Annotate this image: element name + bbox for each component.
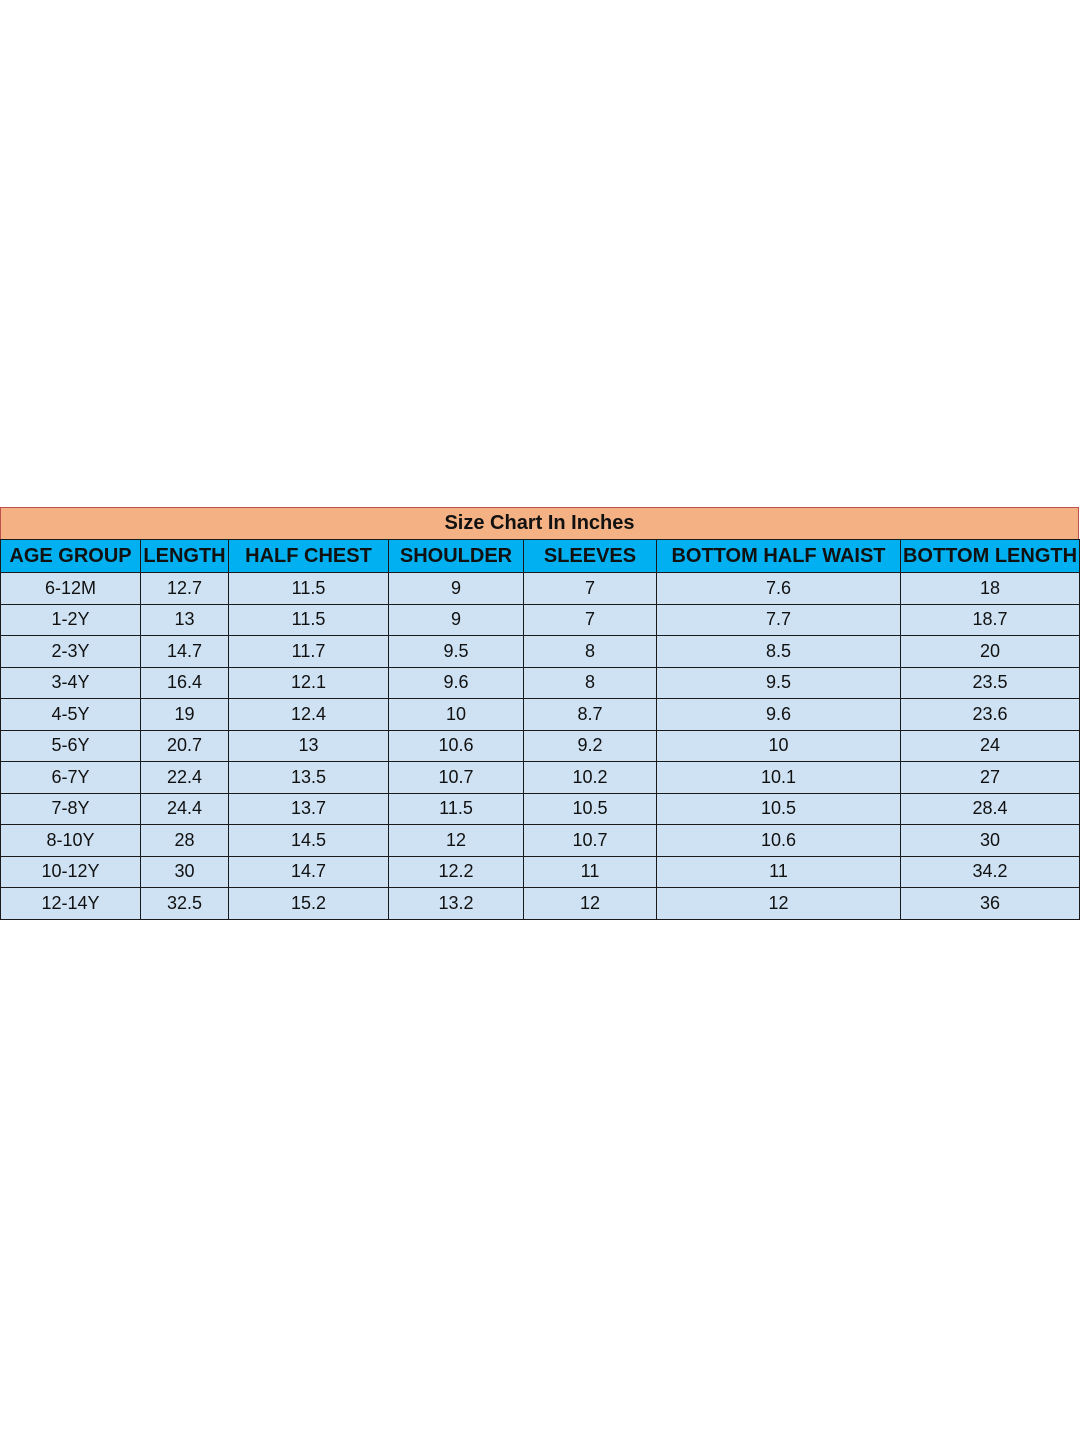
cell-shoulder: 9.6 bbox=[389, 667, 524, 699]
cell-bottom-half-waist: 11 bbox=[657, 856, 901, 888]
cell-sleeves: 10.2 bbox=[524, 762, 657, 794]
cell-age-group: 3-4Y bbox=[1, 667, 141, 699]
table-row bbox=[1, 793, 1080, 825]
cell-bottom-half-waist: 10.5 bbox=[657, 793, 901, 825]
cell-age-group: 5-6Y bbox=[1, 730, 141, 762]
cell-bottom-half-waist: 10.6 bbox=[657, 825, 901, 857]
cell-shoulder: 9 bbox=[389, 573, 524, 605]
cell-length: 28 bbox=[141, 825, 229, 857]
table-row bbox=[1, 699, 1080, 731]
cell-age-group: 8-10Y bbox=[1, 825, 141, 857]
cell-bottom-half-waist: 12 bbox=[657, 888, 901, 920]
cell-length: 22.4 bbox=[141, 762, 229, 794]
table-row bbox=[1, 762, 1080, 794]
cell-half-chest: 12.1 bbox=[229, 667, 389, 699]
cell-shoulder: 12 bbox=[389, 825, 524, 857]
header-row bbox=[1, 540, 1080, 573]
cell-shoulder: 10.6 bbox=[389, 730, 524, 762]
cell-bottom-length: 18 bbox=[901, 573, 1080, 605]
table-row bbox=[1, 888, 1080, 920]
cell-bottom-length: 24 bbox=[901, 730, 1080, 762]
cell-shoulder: 10.7 bbox=[389, 762, 524, 794]
cell-sleeves: 10.7 bbox=[524, 825, 657, 857]
cell-half-chest: 13.5 bbox=[229, 762, 389, 794]
cell-half-chest: 14.5 bbox=[229, 825, 389, 857]
cell-age-group: 10-12Y bbox=[1, 856, 141, 888]
cell-bottom-length: 27 bbox=[901, 762, 1080, 794]
cell-sleeves: 8 bbox=[524, 667, 657, 699]
column-header-age-group: AGE GROUP bbox=[1, 540, 141, 573]
size-chart bbox=[0, 507, 1079, 920]
cell-half-chest: 11.5 bbox=[229, 604, 389, 636]
cell-age-group: 7-8Y bbox=[1, 793, 141, 825]
cell-length: 30 bbox=[141, 856, 229, 888]
cell-bottom-length: 30 bbox=[901, 825, 1080, 857]
column-header-sleeves: SLEEVES bbox=[524, 540, 657, 573]
cell-bottom-half-waist: 10.1 bbox=[657, 762, 901, 794]
cell-length: 32.5 bbox=[141, 888, 229, 920]
cell-length: 19 bbox=[141, 699, 229, 731]
cell-bottom-half-waist: 7.6 bbox=[657, 573, 901, 605]
cell-bottom-half-waist: 8.5 bbox=[657, 636, 901, 668]
column-header-length: LENGTH bbox=[141, 540, 229, 573]
cell-bottom-length: 23.6 bbox=[901, 699, 1080, 731]
cell-age-group: 2-3Y bbox=[1, 636, 141, 668]
column-header-bottom-half-waist: BOTTOM HALF WAIST bbox=[657, 540, 901, 573]
cell-length: 20.7 bbox=[141, 730, 229, 762]
cell-length: 16.4 bbox=[141, 667, 229, 699]
cell-age-group: 4-5Y bbox=[1, 699, 141, 731]
cell-shoulder: 13.2 bbox=[389, 888, 524, 920]
table-row bbox=[1, 825, 1080, 857]
cell-half-chest: 12.4 bbox=[229, 699, 389, 731]
cell-bottom-length: 18.7 bbox=[901, 604, 1080, 636]
cell-length: 24.4 bbox=[141, 793, 229, 825]
cell-bottom-half-waist: 7.7 bbox=[657, 604, 901, 636]
cell-half-chest: 13.7 bbox=[229, 793, 389, 825]
table-row bbox=[1, 636, 1080, 668]
cell-bottom-half-waist: 9.6 bbox=[657, 699, 901, 731]
cell-sleeves: 10.5 bbox=[524, 793, 657, 825]
cell-length: 13 bbox=[141, 604, 229, 636]
cell-half-chest: 11.7 bbox=[229, 636, 389, 668]
cell-bottom-length: 20 bbox=[901, 636, 1080, 668]
cell-age-group: 12-14Y bbox=[1, 888, 141, 920]
table-row bbox=[1, 573, 1080, 605]
cell-sleeves: 12 bbox=[524, 888, 657, 920]
cell-sleeves: 8.7 bbox=[524, 699, 657, 731]
cell-shoulder: 12.2 bbox=[389, 856, 524, 888]
table-row bbox=[1, 604, 1080, 636]
cell-bottom-length: 28.4 bbox=[901, 793, 1080, 825]
cell-bottom-half-waist: 10 bbox=[657, 730, 901, 762]
table-row bbox=[1, 856, 1080, 888]
table-row bbox=[1, 667, 1080, 699]
cell-age-group: 1-2Y bbox=[1, 604, 141, 636]
cell-bottom-length: 23.5 bbox=[901, 667, 1080, 699]
cell-bottom-half-waist: 9.5 bbox=[657, 667, 901, 699]
column-header-shoulder: SHOULDER bbox=[389, 540, 524, 573]
cell-shoulder: 9 bbox=[389, 604, 524, 636]
cell-length: 12.7 bbox=[141, 573, 229, 605]
cell-half-chest: 15.2 bbox=[229, 888, 389, 920]
cell-bottom-length: 34.2 bbox=[901, 856, 1080, 888]
table-row bbox=[1, 730, 1080, 762]
size-chart-title: Size Chart In Inches bbox=[0, 507, 1079, 539]
cell-shoulder: 11.5 bbox=[389, 793, 524, 825]
column-header-half-chest: HALF CHEST bbox=[229, 540, 389, 573]
cell-age-group: 6-7Y bbox=[1, 762, 141, 794]
size-chart-table bbox=[0, 539, 1080, 920]
column-header-bottom-length: BOTTOM LENGTH bbox=[901, 540, 1080, 573]
cell-sleeves: 9.2 bbox=[524, 730, 657, 762]
cell-sleeves: 8 bbox=[524, 636, 657, 668]
cell-shoulder: 10 bbox=[389, 699, 524, 731]
cell-sleeves: 11 bbox=[524, 856, 657, 888]
cell-half-chest: 14.7 bbox=[229, 856, 389, 888]
cell-shoulder: 9.5 bbox=[389, 636, 524, 668]
cell-bottom-length: 36 bbox=[901, 888, 1080, 920]
cell-half-chest: 13 bbox=[229, 730, 389, 762]
table-body bbox=[1, 573, 1080, 920]
cell-half-chest: 11.5 bbox=[229, 573, 389, 605]
cell-sleeves: 7 bbox=[524, 604, 657, 636]
cell-length: 14.7 bbox=[141, 636, 229, 668]
cell-age-group: 6-12M bbox=[1, 573, 141, 605]
cell-sleeves: 7 bbox=[524, 573, 657, 605]
